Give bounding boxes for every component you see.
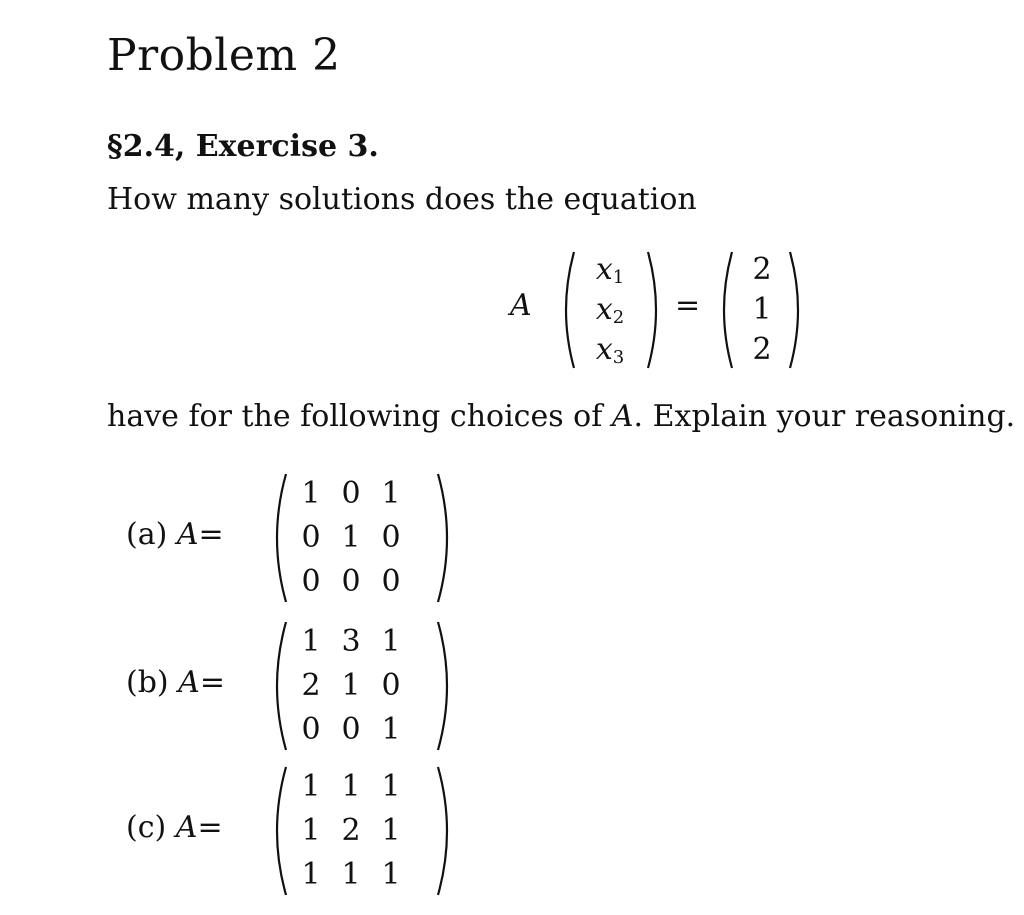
matrix-cell: 1 (381, 813, 401, 848)
right-paren-icon (644, 250, 668, 370)
right-paren-icon (434, 765, 460, 897)
matrix-cell: 1 (381, 476, 401, 511)
equals-sign: = (675, 288, 701, 323)
vector-entry-x2: $x_2$ (595, 292, 625, 328)
choice-c (126, 765, 486, 895)
matrix-row (291, 560, 411, 604)
intro-text: How many solutions does the equation (107, 182, 697, 217)
matrix-row (291, 664, 411, 708)
left-paren-icon (554, 250, 578, 370)
matrix-cell: 0 (381, 668, 401, 703)
matrix-c (291, 765, 411, 897)
unknown-vector (580, 250, 640, 370)
section-heading: §2.4, Exercise 3. (107, 129, 379, 164)
matrix-cell: 0 (341, 564, 361, 599)
choice-b (126, 620, 486, 750)
right-paren-icon (434, 620, 460, 752)
matrix-row (291, 472, 411, 516)
matrix-cell: 1 (341, 769, 361, 804)
matrix-row (291, 516, 411, 560)
matrix-cell: 1 (381, 712, 401, 747)
matrix-cell: 1 (381, 769, 401, 804)
rhs-vector (742, 250, 782, 370)
left-paren-icon (264, 620, 290, 752)
vector-entry-x3: $x_3$ (595, 332, 625, 368)
matrix-cell: 0 (301, 712, 321, 747)
matrix-row (291, 708, 411, 752)
rhs-entry: 2 (752, 332, 772, 367)
matrix-cell: 3 (341, 624, 361, 659)
matrix-cell: 1 (301, 813, 321, 848)
left-paren-icon (264, 472, 290, 604)
choice-label: (a) A= (126, 517, 224, 552)
choice-label: (c) A= (126, 810, 223, 845)
matrix-cell: 2 (301, 668, 321, 703)
matrix-cell: 1 (381, 857, 401, 892)
rhs-entry: 1 (752, 292, 772, 327)
choice-a (126, 472, 486, 602)
choice-label: (b) A= (126, 665, 225, 700)
matrix-row (291, 809, 411, 853)
right-paren-icon (434, 472, 460, 604)
rhs-entry: 2 (752, 252, 772, 287)
matrix-cell: 0 (341, 476, 361, 511)
equation-matrix-symbol: A (510, 288, 532, 323)
question-text: have for the following choices of A. Explain your reasoning. (107, 399, 1016, 434)
matrix-cell: 1 (301, 624, 321, 659)
matrix-cell: 0 (341, 712, 361, 747)
matrix-cell: 0 (381, 564, 401, 599)
matrix-cell: 2 (341, 813, 361, 848)
left-paren-icon (264, 765, 290, 897)
matrix-cell: 1 (301, 857, 321, 892)
matrix-cell: 1 (381, 624, 401, 659)
matrix-row (291, 853, 411, 897)
main-equation (510, 250, 820, 370)
matrix-cell: 0 (301, 564, 321, 599)
matrix-cell: 1 (301, 769, 321, 804)
matrix-cell: 0 (381, 520, 401, 555)
matrix-a (291, 472, 411, 604)
matrix-row (291, 620, 411, 664)
left-paren-icon (712, 250, 736, 370)
problem-title: Problem 2 (107, 30, 341, 81)
matrix-cell: 1 (341, 857, 361, 892)
matrix-cell: 1 (301, 476, 321, 511)
matrix-row (291, 765, 411, 809)
matrix-b (291, 620, 411, 752)
matrix-cell: 0 (301, 520, 321, 555)
matrix-cell: 1 (341, 668, 361, 703)
vector-entry-x1: $x_1$ (595, 252, 625, 288)
matrix-cell: 1 (341, 520, 361, 555)
right-paren-icon (786, 250, 810, 370)
